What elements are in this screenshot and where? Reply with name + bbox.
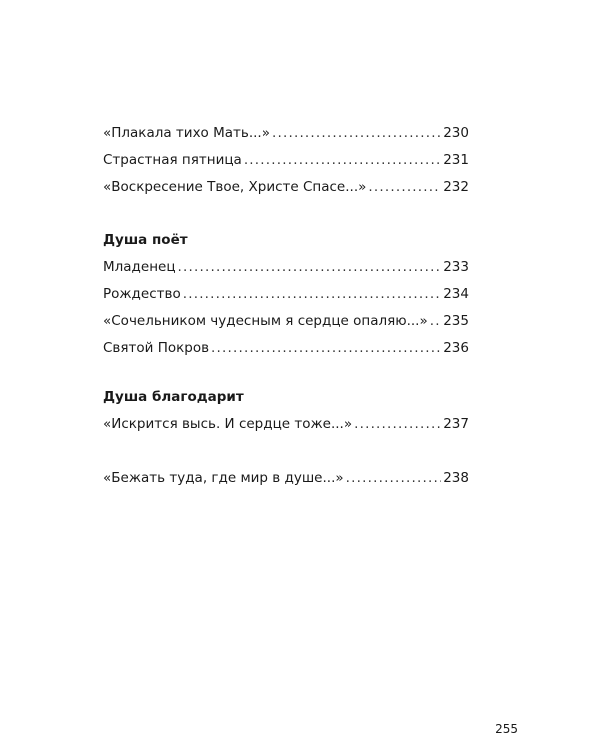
toc-entry[interactable] — [103, 281, 469, 308]
toc-entry-title: «Искрится высь. И сердце тоже...» — [103, 416, 353, 432]
toc-entry-page: 236 — [443, 340, 469, 356]
toc-entry[interactable] — [103, 308, 469, 335]
toc-entry-page: 233 — [443, 259, 469, 275]
toc-entry-page: 234 — [443, 286, 469, 302]
toc-entry-title: Рождество — [103, 286, 181, 302]
dot-leader — [430, 308, 441, 335]
section-heading: Душа благодарит — [103, 389, 244, 405]
dot-leader — [244, 147, 441, 174]
table-of-contents — [103, 120, 469, 492]
toc-entry-title: Святой Покров — [103, 340, 210, 356]
spacer — [103, 438, 469, 465]
toc-entry-title: «Плакала тихо Мать...» — [103, 125, 270, 141]
spacer — [103, 201, 469, 227]
dot-leader — [272, 120, 441, 147]
toc-entry-page: 231 — [443, 152, 469, 168]
toc-entry[interactable] — [103, 147, 469, 174]
toc-entry-page: 237 — [443, 416, 469, 432]
toc-entry[interactable] — [103, 120, 469, 147]
toc-entry[interactable] — [103, 465, 469, 492]
toc-entry-title: «Сочельником чудесным я сердце опаляю...» — [103, 313, 428, 329]
toc-entry-title: «Бежать туда, где мир в душе...» — [103, 470, 344, 486]
spacer — [103, 362, 469, 384]
toc-entry[interactable] — [103, 254, 469, 281]
toc-entry-title: «Воскресение Твое, Христе Спасе...» — [103, 179, 367, 195]
dot-leader — [346, 465, 442, 492]
section-heading: Душа поёт — [103, 232, 188, 248]
toc-entry-page: 238 — [443, 470, 469, 486]
toc-entry[interactable] — [103, 411, 469, 438]
toc-entry-page: 235 — [443, 313, 469, 329]
toc-entry-page: 230 — [443, 125, 469, 141]
toc-entry-title: Младенец — [103, 259, 176, 275]
toc-entry-page: 232 — [443, 179, 469, 195]
toc-entry-title: Страстная пятница — [103, 152, 242, 168]
dot-leader — [178, 254, 442, 281]
dot-leader — [211, 335, 441, 362]
page-number: 255 — [495, 722, 518, 736]
dot-leader — [354, 411, 441, 438]
toc-entry[interactable] — [103, 335, 469, 362]
dot-leader — [368, 174, 441, 201]
toc-entry[interactable] — [103, 174, 469, 201]
dot-leader — [183, 281, 442, 308]
